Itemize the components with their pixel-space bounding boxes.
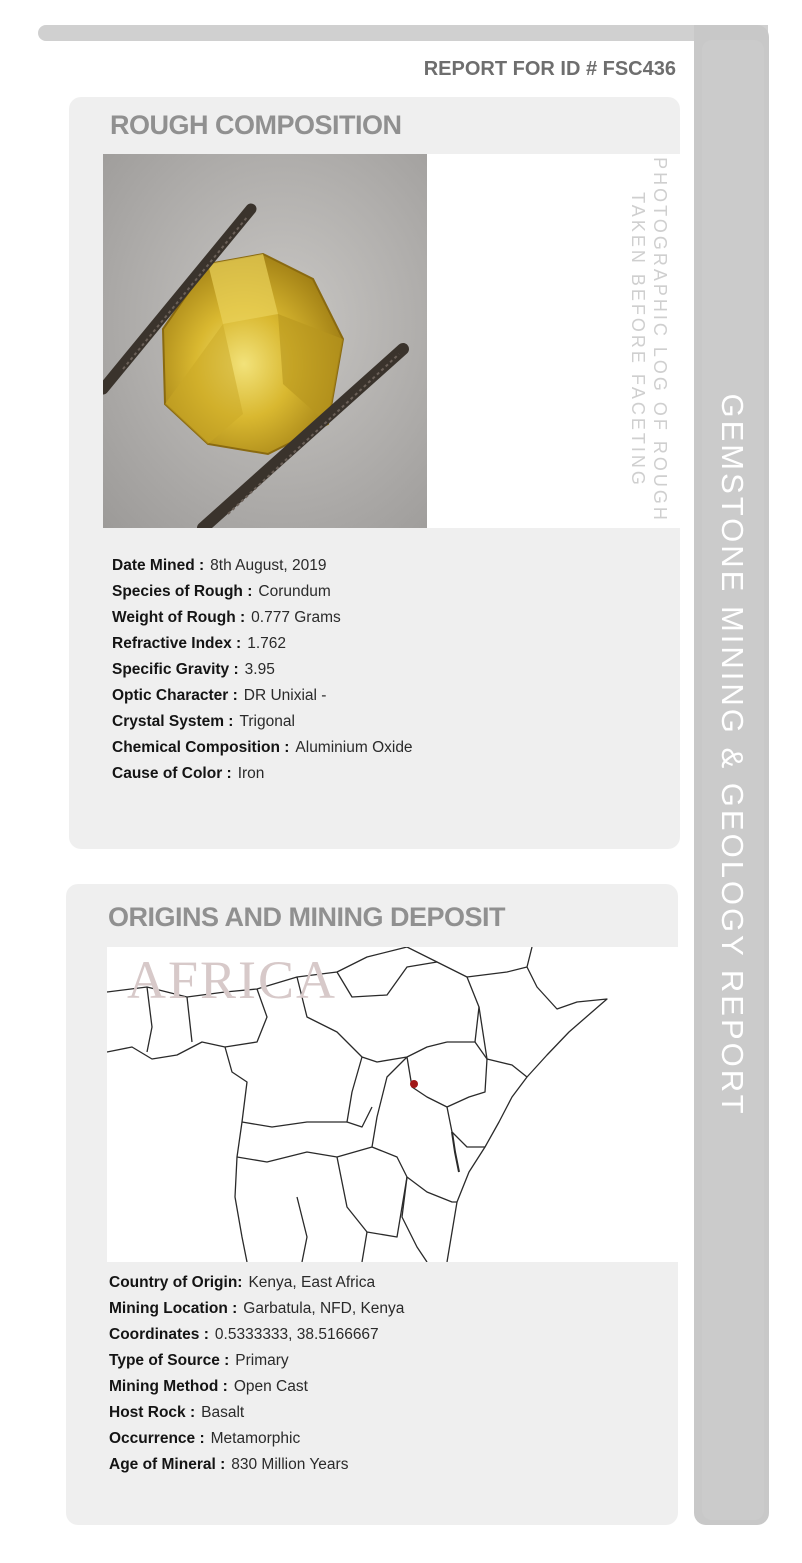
gem-photo-illustration [103,154,427,528]
fact-value: 830 Million Years [231,1456,349,1473]
fact-value: Trigonal [239,713,295,730]
fact-row [109,1403,404,1429]
fact-value: Aluminium Oxide [295,739,413,756]
fact-value: Kenya, East Africa [248,1274,376,1291]
fact-label: Date Mined : [112,557,205,574]
fact-label: Mining Method : [109,1378,228,1395]
fact-label: Species of Rough : [112,583,253,600]
fact-row [112,556,413,582]
origins-title: ORIGINS AND MINING DEPOSIT [108,902,506,932]
fact-row [109,1299,404,1325]
fact-value: 8th August, 2019 [210,557,327,574]
fact-value: 3.95 [244,661,275,678]
fact-value: DR Unixial - [243,687,327,704]
rough-composition-card [69,97,680,849]
photo-caption-line-2: TAKEN BEFORE FACETING [628,192,648,488]
fact-value: Garbatula, NFD, Kenya [243,1300,405,1317]
fact-label: Occurrence : [109,1430,205,1447]
fact-row [109,1273,404,1299]
fact-value: Primary [235,1352,289,1369]
fact-row [112,582,413,608]
fact-row [112,634,413,660]
fact-row [109,1455,404,1481]
fact-label: Coordinates : [109,1326,209,1343]
top-bar [38,25,768,41]
rough-facts [112,556,413,790]
fact-label: Host Rock : [109,1404,196,1421]
origins-facts [109,1273,404,1481]
rough-composition-title: ROUGH COMPOSITION [110,110,402,140]
photo-caption-line-1: PHOTOGRAPHIC LOG OF ROUGH [650,157,670,523]
africa-map [107,947,678,1262]
fact-value: Basalt [201,1404,245,1421]
fact-row [112,738,413,764]
fact-value: 1.762 [247,635,287,652]
fact-label: Chemical Composition : [112,739,290,756]
fact-value: 0.777 Grams [251,609,341,626]
fact-label: Age of Mineral : [109,1456,226,1473]
origins-card [66,884,678,1525]
fact-value: Corundum [258,583,331,600]
fact-row [112,712,413,738]
side-title-text: GEMSTONE MINING & GEOLOGY REPORT [715,393,750,1117]
fact-value: 0.5333333, 38.5166667 [214,1326,379,1343]
fact-label: Refractive Index : [112,635,242,652]
report-id: REPORT FOR ID # FSC436 [423,58,676,80]
fact-value: Iron [237,765,265,782]
fact-label: Mining Location : [109,1300,238,1317]
fact-row [112,608,413,634]
fact-value: Open Cast [233,1378,308,1395]
mine-location-marker [410,1080,418,1088]
fact-row [109,1351,404,1377]
map-label: AFRICA [127,950,338,1010]
fact-row [112,660,413,686]
fact-label: Crystal System : [112,713,234,730]
fact-label: Specific Gravity : [112,661,239,678]
fact-value: Metamorphic [210,1430,301,1447]
fact-label: Weight of Rough : [112,609,246,626]
rough-photo-area [103,154,680,528]
fact-label: Type of Source : [109,1352,230,1369]
fact-row [112,686,413,712]
rough-gem-photo [103,154,427,528]
fact-row [109,1325,404,1351]
fact-row [109,1377,404,1403]
fact-row [109,1429,404,1455]
fact-label: Optic Character : [112,687,238,704]
fact-label: Country of Origin: [109,1274,243,1291]
fact-label: Cause of Color : [112,765,232,782]
fact-row [112,764,413,790]
